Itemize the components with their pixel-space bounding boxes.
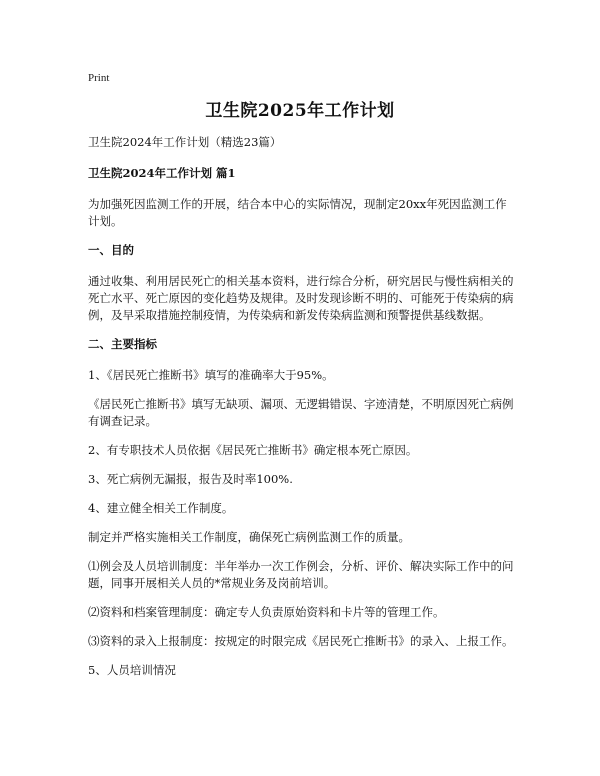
system-item-3: ⑶资料的录入上报制度：按规定的时限完成《居民死亡推断书》的录入、上报工作。: [88, 634, 514, 648]
system-item-2: ⑵资料和档案管理制度：确定专人负责原始资料和卡片等的管理工作。: [88, 605, 445, 619]
indicator-item-4-detail: 制定并严格实施相关工作制度，确保死亡病例监测工作的质量。: [88, 530, 410, 544]
section-heading-purpose: 一、目的: [88, 243, 134, 257]
indicator-item-3: 3、死亡病例无漏报，报告及时率100%.: [88, 472, 293, 486]
print-link[interactable]: Print: [88, 72, 110, 84]
indicator-item-2: 2、有专职技术人员依据《居民死亡推断书》确定根本死亡原因。: [88, 443, 418, 457]
section-heading-indicators: 二、主要指标: [88, 337, 157, 351]
intro-paragraph: 为加强死因监测工作的开展，结合本中心的实际情况，现制定20xx年死因监测工作计划。: [88, 197, 507, 228]
purpose-paragraph: 通过收集、利用居民死亡的相关基本资料，进行综合分析，研究居民与慢性病相关的死亡水平、死亡原因的变化趋势及规律。及时发现诊断不明的、可能死于传染病的病例，及早采取措施控制疫情，为传染病和新发传染病监测和预警提供基线数据。: [88, 274, 514, 322]
piece-heading: 卫生院2024年工作计划 篇1: [88, 166, 236, 180]
system-item-1: ⑴例会及人员培训制度：半年举办一次工作例会，分析、评价、解决实际工作中的问题，同事开展相关人员的*常规业务及岗前培训。: [88, 559, 514, 590]
indicator-item-4: 4、建立健全相关工作制度。: [88, 501, 234, 515]
indicator-item-5: 5、人员培训情况: [88, 663, 176, 677]
page-title: 卫生院2025年工作计划: [205, 101, 395, 121]
document-body: [88, 134, 518, 691]
indicator-item-1: 1、《居民死亡推断书》填写的准确率大于95%。: [88, 368, 334, 382]
document-subtitle: 卫生院2024年工作计划（精选23篇）: [88, 135, 282, 149]
indicator-item-1-detail: 《居民死亡推断书》填写无缺项、漏项、无逻辑错误、字迹清楚，不明原因死亡病例有调查记录。: [88, 397, 514, 428]
